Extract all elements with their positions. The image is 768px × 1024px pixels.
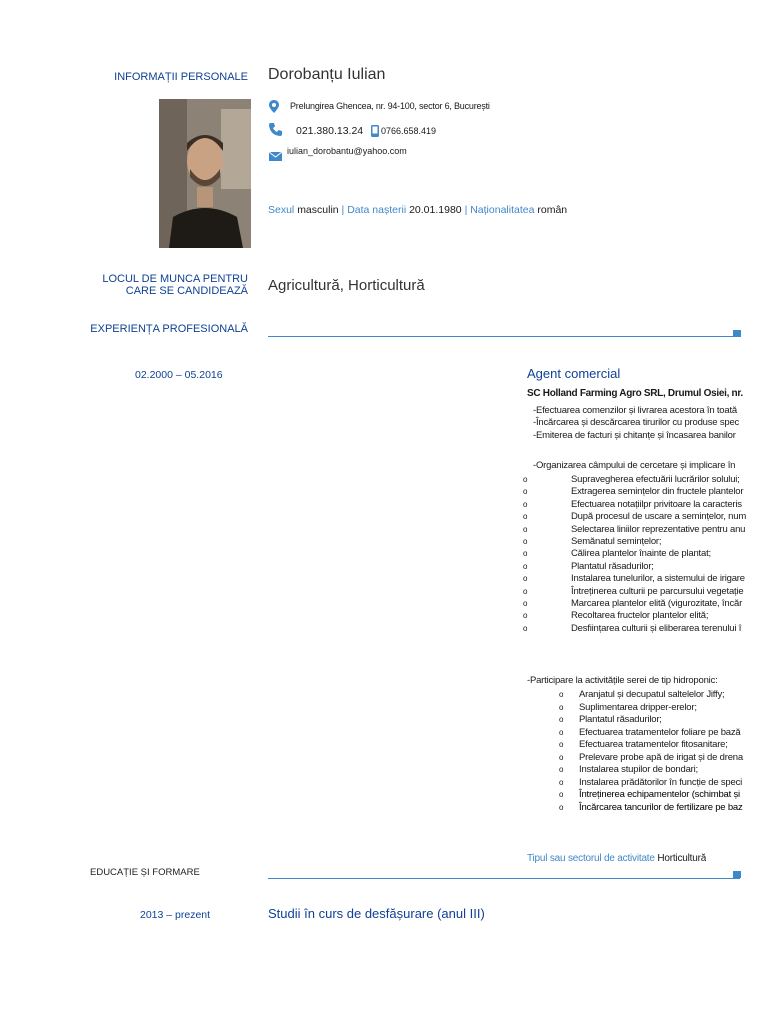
list-item: Efectuarea notațiilpr privitoare la caracteris xyxy=(571,498,742,510)
bullet-marker: o xyxy=(523,586,528,596)
mobile-phone-icon xyxy=(371,124,379,142)
list-item: Instalarea prădătorilor în funcție de speci xyxy=(579,776,743,788)
job-value: Agricultură, Horticultură xyxy=(268,277,425,294)
field-intro: -Organizarea câmpului de cercetare și implicare în xyxy=(533,460,736,471)
education-period: 2013 – prezent xyxy=(140,909,211,921)
section-divider xyxy=(268,336,740,337)
phone-icon xyxy=(269,123,282,141)
bullet-marker: o xyxy=(523,524,528,534)
sector-label: Tipul sau sectorul de activitate xyxy=(527,853,655,864)
education-title: Studii în curs de desfășurare (anul III) xyxy=(268,906,485,921)
list-item: Încărcarea tancurilor de fertilizare pe baz xyxy=(579,801,743,813)
bullet-marker: o xyxy=(559,690,564,699)
list-item: Extragerea semințelor din fructele plantelor xyxy=(571,486,744,498)
list-item: Prelevare probe apă de irigat și de drena xyxy=(579,751,743,763)
list-item: Marcarea plantelor elită (vigurozitate, încăr xyxy=(571,598,743,609)
nationality-value: român xyxy=(537,204,568,216)
company-name: SC Holland Farming Agro SRL, Drumul Osiei, nr. xyxy=(527,388,743,399)
section-label-personal: INFORMAȚII PERSONALE xyxy=(114,71,248,83)
section-divider-marker xyxy=(733,871,741,878)
bullet-marker: o xyxy=(559,727,564,737)
bullet-marker: o xyxy=(559,802,564,812)
bullet-marker: o xyxy=(523,499,528,509)
list-item: Semănatul semințelor; xyxy=(571,536,662,547)
list-item: Desființarea culturii și eliberarea terenului î xyxy=(571,622,742,634)
address-text: Prelungirea Ghencea, nr. 94-100, sector 6, București xyxy=(290,101,490,111)
profile-photo xyxy=(159,99,251,248)
section-label-education: EDUCAȚIE ȘI FORMARE xyxy=(90,867,200,878)
sex-label: Sexul xyxy=(268,204,295,216)
bullet-marker: o xyxy=(523,549,528,559)
list-item: Plantatul răsadurilor; xyxy=(571,560,654,572)
list-item: Efectuarea tratamentelor fitosanitare; xyxy=(579,739,728,750)
duty-line: -Emiterea de facturi și chitanțe și încasarea banilor xyxy=(533,429,736,441)
duty-line: -Încărcarea și descărcarea tirurilor cu produse spec xyxy=(533,417,740,429)
list-item: Întreținerea culturii pe parcursului vegetație xyxy=(571,585,744,597)
bullet-marker: o xyxy=(559,715,564,724)
email-link[interactable]: iulian_dorobantu@yahoo.com xyxy=(287,146,407,156)
nationality-label: Naționalitatea xyxy=(470,204,535,216)
bullet-marker: o xyxy=(559,790,564,799)
duty-line: -Efectuarea comenzilor și livrarea acestora în toată xyxy=(533,405,737,416)
section-label-experience: EXPERIENȚA PROFESIONALĂ xyxy=(90,323,248,335)
bullet-marker: o xyxy=(523,512,528,522)
job-label-line1: LOCUL DE MUNCA PENTRU xyxy=(102,273,248,285)
list-item: Călirea plantelor înainte de plantat; xyxy=(571,548,711,560)
mobile-number: 0766.658.419 xyxy=(381,126,437,136)
bullet-marker: o xyxy=(559,777,564,787)
section-label-job xyxy=(48,273,248,297)
list-item: Efectuarea tratamentelor foliare pe bază xyxy=(579,726,741,738)
bullet-marker: o xyxy=(523,537,528,546)
bullet-marker: o xyxy=(523,599,528,608)
envelope-icon xyxy=(269,148,282,166)
bullet-marker: o xyxy=(559,765,564,774)
separator: | xyxy=(341,204,345,216)
list-item: Supravegherea efectuării lucrărilor solului; xyxy=(571,474,740,485)
candidate-name: Dorobanțu Iulian xyxy=(268,66,386,83)
personal-details-line xyxy=(268,204,567,216)
bullet-marker: o xyxy=(523,611,528,621)
list-item: Aranjatul și decupatul saltelelor Jiffy; xyxy=(579,689,725,700)
birth-value: 20.01.1980 xyxy=(409,204,462,216)
section-divider xyxy=(268,878,740,879)
section-divider-marker xyxy=(733,330,741,337)
bullet-marker: o xyxy=(559,752,564,762)
job-title: Agent comercial xyxy=(527,366,621,381)
list-item: Instalarea tunelurilor, a sistemului de irigare xyxy=(571,573,745,585)
separator: | xyxy=(464,204,468,216)
bullet-marker: o xyxy=(523,475,528,484)
job-label-line2: CARE SE CANDIDEAZĂ xyxy=(125,285,248,297)
location-pin-icon xyxy=(269,100,279,118)
bullet-marker: o xyxy=(559,740,564,749)
list-item: Plantatul răsadurilor; xyxy=(579,714,662,725)
list-item: Întreținerea echipamentelor (schimbat și xyxy=(579,789,740,800)
sector-value: Horticultură xyxy=(657,853,707,864)
birth-label: Data nașterii xyxy=(347,204,407,216)
list-item: Recoltarea fructelor plantelor elită; xyxy=(571,610,709,622)
sex-value: masculin xyxy=(297,204,339,216)
bullet-marker: o xyxy=(523,561,528,571)
bullet-marker: o xyxy=(523,623,528,633)
list-item: Instalarea stupilor de bondari; xyxy=(579,764,698,775)
sector-line xyxy=(527,853,706,864)
bullet-marker: o xyxy=(523,574,528,584)
experience-period: 02.2000 – 05.2016 xyxy=(135,369,223,381)
list-item: După procesul de uscare a semințelor, num xyxy=(571,511,747,523)
list-item: Selectarea liniilor reprezentative pentru anu xyxy=(571,523,746,535)
bullet-marker: o xyxy=(523,487,528,497)
hydro-intro: -Participare la activitățile serei de tip hidroponic: xyxy=(527,675,718,686)
phone-number: 021.380.13.24 xyxy=(296,125,364,137)
list-item: Suplimentarea dripper-erelor; xyxy=(579,701,697,713)
bullet-marker: o xyxy=(559,702,564,712)
